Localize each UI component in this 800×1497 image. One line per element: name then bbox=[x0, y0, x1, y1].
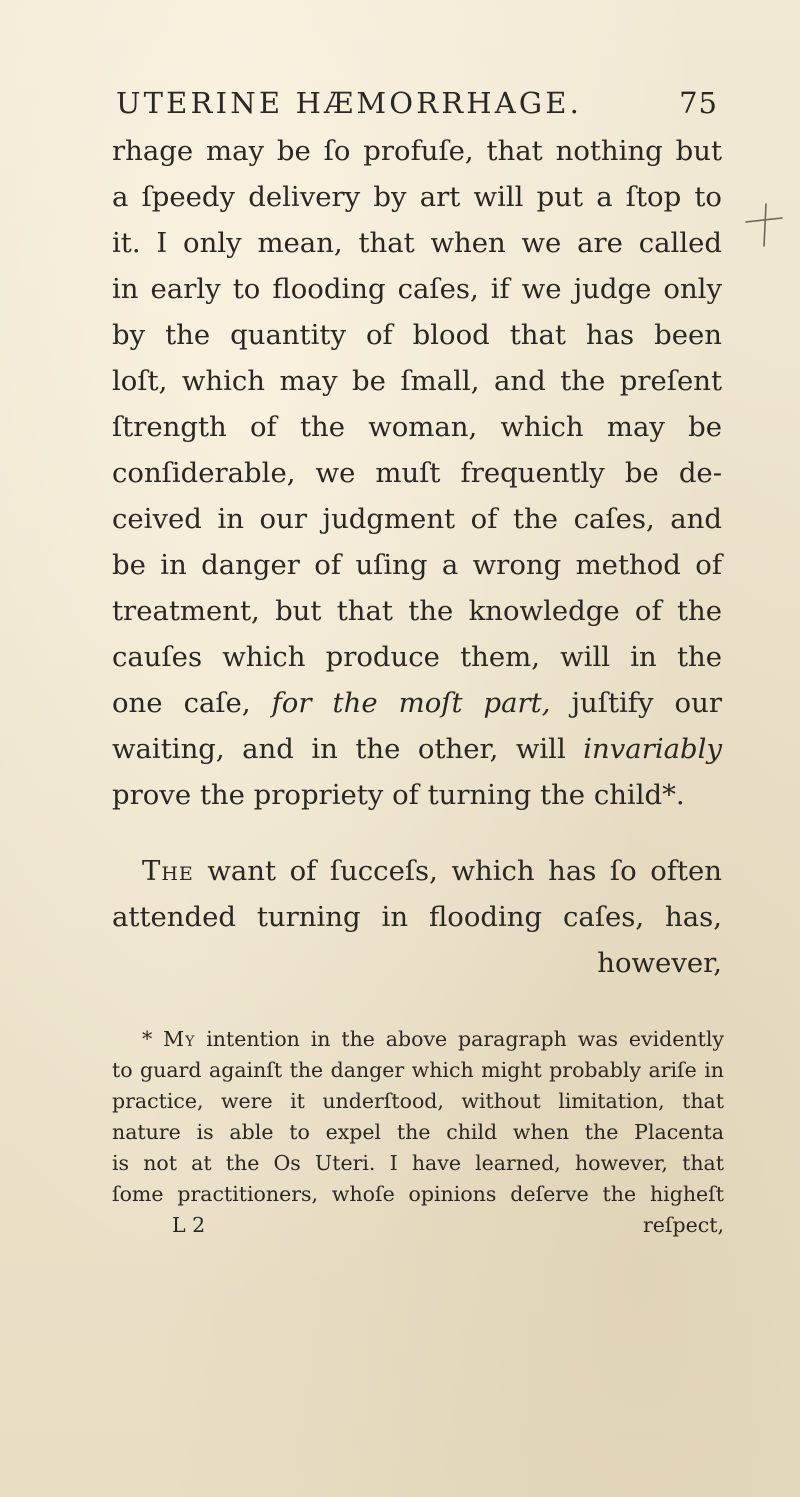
footnote-signature-line bbox=[112, 1210, 724, 1241]
catchword: reſpect, bbox=[642, 1213, 724, 1237]
margin-pencil-mark bbox=[744, 200, 784, 250]
text-line: loſt, which may be ſmall, and the preſent bbox=[112, 365, 722, 397]
footnote-line: to guard againſt the danger which might probably ariſe in bbox=[112, 1058, 724, 1082]
footnote bbox=[112, 1024, 724, 1241]
running-head: UTERINE HÆMORRHAGE. bbox=[116, 86, 583, 120]
footnote-line bbox=[112, 1024, 724, 1055]
main-text bbox=[112, 128, 722, 986]
text-line bbox=[112, 680, 722, 726]
footnote-line: ſome practitioners, whoſe opinions deſerve the higheſt bbox=[112, 1182, 724, 1206]
text-segment: intention in the above paragraph was evidently bbox=[206, 1027, 724, 1051]
text-line: it. I only mean, that when we are called bbox=[112, 227, 722, 259]
text-line: treatment, but that the knowledge of the bbox=[112, 595, 722, 627]
text-line: ceived in our judgment of the caſes, and bbox=[112, 503, 722, 535]
page-number: 75 bbox=[679, 86, 718, 120]
page-header bbox=[116, 78, 718, 124]
italic-text: for the moſt part, bbox=[271, 687, 551, 719]
footnote-line: is not at the Os Uteri. I have learned, however, that bbox=[112, 1151, 724, 1175]
footnote-marker: * bbox=[142, 1027, 153, 1051]
catchword: however, bbox=[597, 947, 722, 979]
small-caps-opening: My bbox=[163, 1027, 196, 1051]
text-segment: waiting, and in the other, will bbox=[112, 733, 566, 765]
text-segment: one caſe, bbox=[112, 687, 251, 719]
text-line: rhage may be ſo profuſe, that nothing but bbox=[112, 135, 722, 167]
text-line: in early to flooding caſes, if we judge only bbox=[112, 273, 722, 305]
text-line: cauſes which produce them, will in the bbox=[112, 641, 722, 673]
text-line: by the quantity of blood that has been bbox=[112, 319, 722, 351]
footnote-line: nature is able to expel the child when the Placenta bbox=[112, 1120, 724, 1144]
text-line: attended turning in flooding caſes, has, bbox=[112, 901, 722, 933]
text-line bbox=[112, 726, 722, 772]
text-segment: juſtify our bbox=[571, 687, 722, 719]
text-line: ſtrength of the woman, which may be bbox=[112, 411, 722, 443]
text-line: a ſpeedy delivery by art will put a ſtop to bbox=[112, 181, 722, 213]
footnote-line: practice, were it underſtood, without limitation, that bbox=[112, 1089, 724, 1113]
text-line: conſiderable, we muſt frequently be de- bbox=[112, 457, 722, 489]
signature-mark: L 2 bbox=[172, 1213, 206, 1237]
text-line: be in danger of uſing a wrong method of bbox=[112, 549, 722, 581]
italic-text: invariably bbox=[583, 733, 722, 765]
small-caps-opening: The bbox=[142, 855, 194, 887]
paragraph-break bbox=[112, 818, 722, 848]
text-segment: want of ſucceſs, which has ſo often bbox=[207, 855, 722, 887]
text-line: prove the propriety of turning the child*. bbox=[112, 779, 685, 811]
text-line bbox=[112, 848, 722, 894]
